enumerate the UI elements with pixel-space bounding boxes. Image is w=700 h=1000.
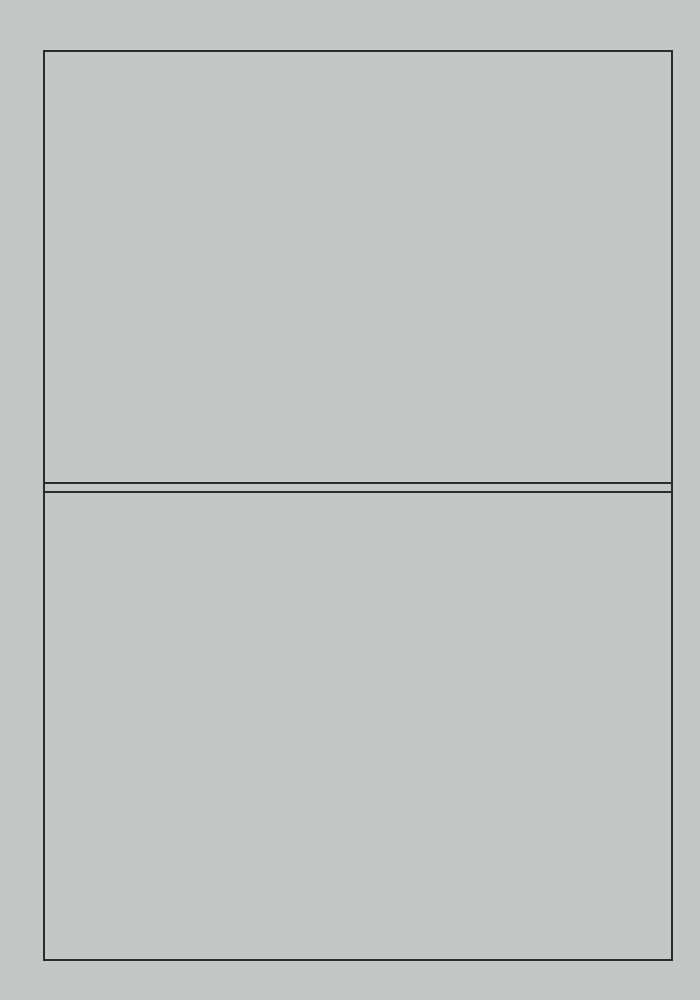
bottom-panel [49,498,667,953]
page-frame [43,50,673,961]
section-divider [45,482,671,493]
top-panel [49,58,667,480]
